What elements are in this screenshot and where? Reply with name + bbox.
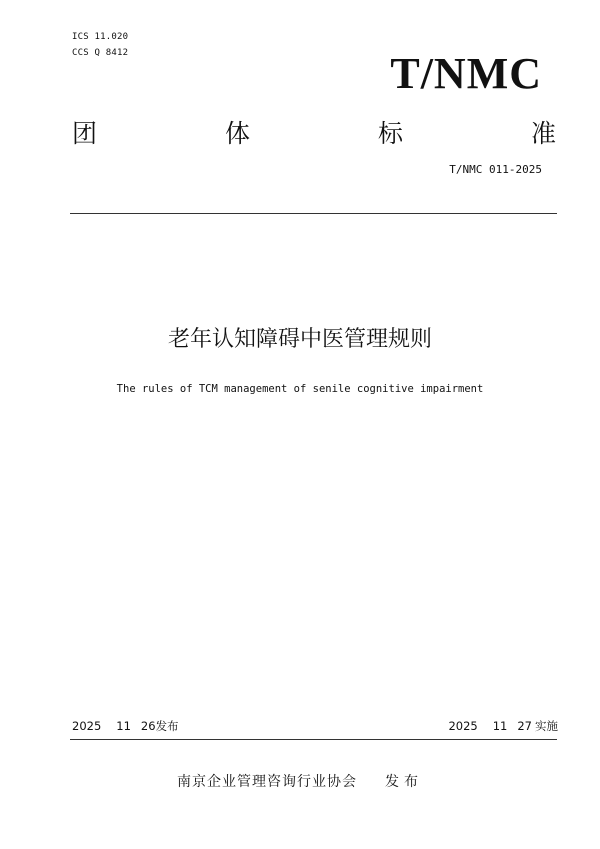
issue-date xyxy=(72,718,179,734)
issue-label: 发布 xyxy=(155,719,179,733)
standard-number: T/NMC 011-2025 xyxy=(449,163,542,176)
document-type xyxy=(72,114,556,150)
doc-type-char: 准 xyxy=(530,119,556,148)
ccs-code: CCS Q 8412 xyxy=(72,48,129,58)
publisher-line xyxy=(0,771,600,791)
implement-month: 11 xyxy=(492,719,508,733)
title-chinese: 老年认知障碍中医管理规则 xyxy=(167,327,432,352)
title-english: The rules of TCM management of senile cognitive impairment xyxy=(116,383,484,395)
implementation-date xyxy=(448,718,558,734)
header-divider xyxy=(70,213,557,214)
org-code-mark: T/NMC xyxy=(390,49,542,98)
implement-year: 2025 xyxy=(448,719,478,733)
publisher-action: 发布 xyxy=(385,774,423,790)
classification-codes xyxy=(72,29,128,61)
publisher-organization: 南京企业管理咨询行业协会 xyxy=(177,774,357,790)
issue-month: 11 xyxy=(116,719,131,733)
ics-code: ICS 11.020 xyxy=(72,32,129,42)
implement-label: 实施 xyxy=(535,719,558,733)
footer-divider xyxy=(70,739,557,740)
doc-type-char: 体 xyxy=(224,119,250,148)
doc-type-char: 标 xyxy=(377,119,403,148)
issue-year: 2025 xyxy=(72,719,102,733)
issue-day: 26 xyxy=(140,719,156,733)
doc-type-char: 团 xyxy=(72,119,98,148)
implement-day: 27 xyxy=(517,719,532,733)
